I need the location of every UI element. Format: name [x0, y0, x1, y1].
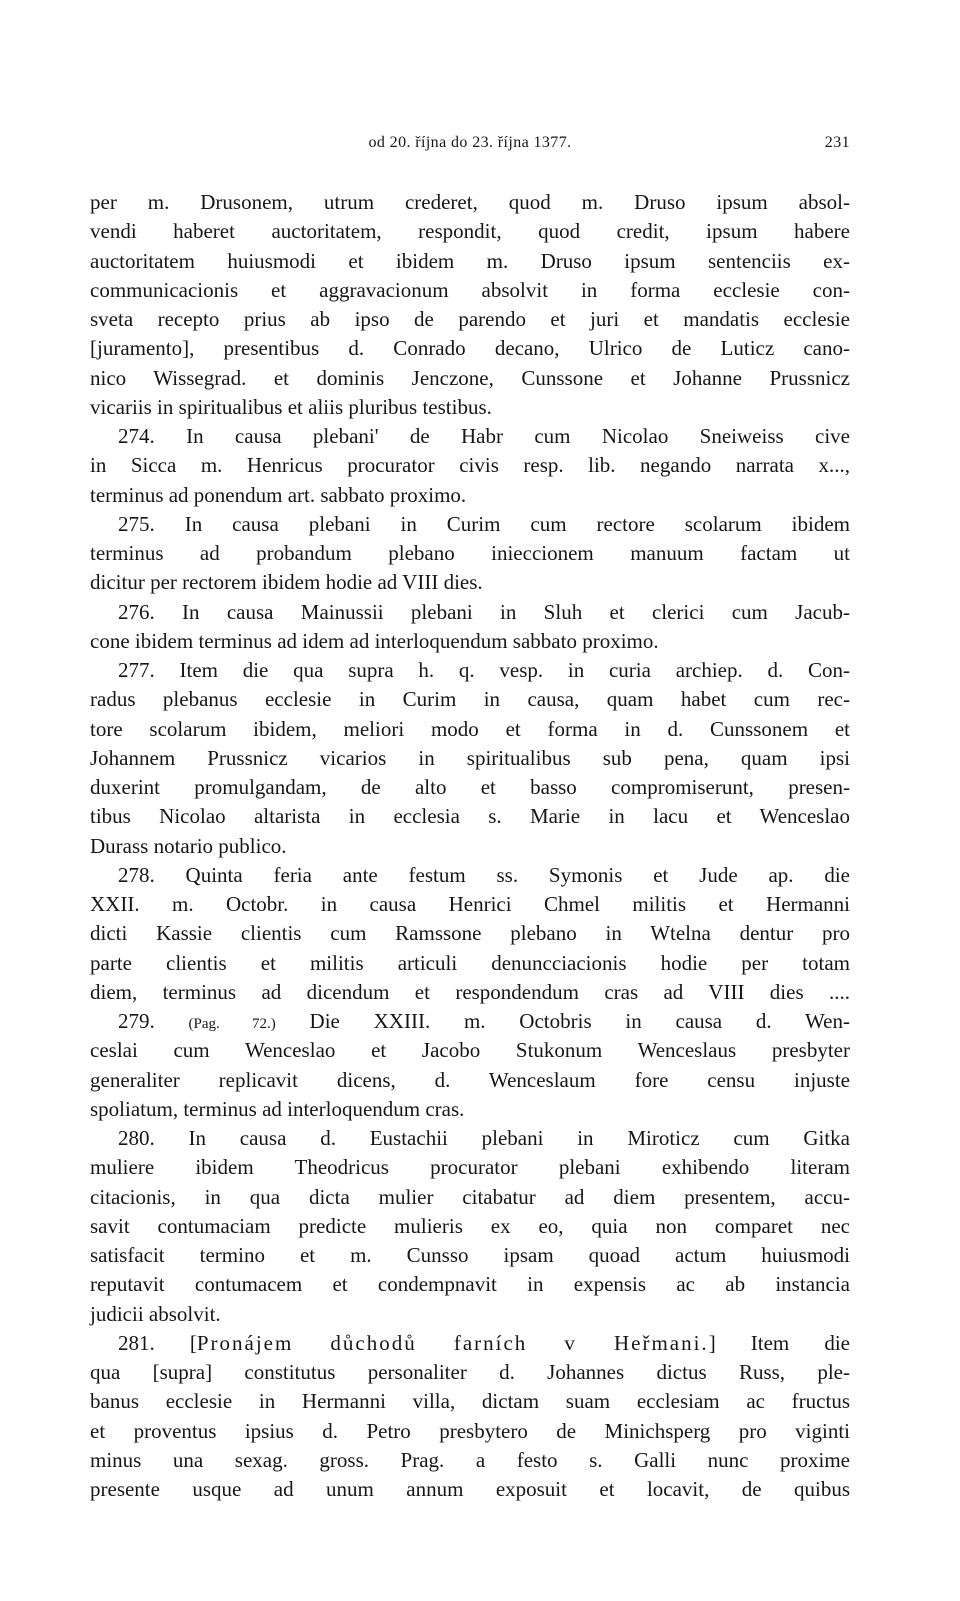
text-line: auctoritatem huiusmodi et ibidem m. Druso ipsum sentenciis ex-: [90, 248, 850, 273]
entry-text: Die XXIII. m. Octobris in causa d. Wen-: [309, 1009, 850, 1033]
entry-number: 279.: [118, 1009, 155, 1033]
text-line: parte clientis et militis articuli denuncciacionis hodie per totam: [90, 950, 850, 975]
text-line: Durass notario publico.: [90, 833, 287, 858]
text-line: [juramento], presentibus d. Conrado decano, Ulrico de Luticz cano-: [90, 336, 850, 361]
text-line: tibus Nicolao altarista in ecclesia s. Marie in lacu et Wenceslao: [90, 804, 850, 829]
text-line: vicariis in spiritualibus et aliis pluribus testibus.: [90, 394, 492, 419]
body-text: [90, 188, 850, 1504]
text-line: Johannem Prussnicz vicarios in spiritualibus sub pena, quam ipsi: [90, 745, 850, 770]
text-line: judicii absolvit.: [90, 1301, 221, 1326]
text-line: cone ibidem terminus ad idem ad interloquendum sabbato proximo.: [90, 628, 659, 653]
text-line: duxerint promulgandam, de alto et basso compromiserunt, presen-: [90, 775, 850, 799]
text-line: terminus ad ponendum art. sabbato proximo.: [90, 482, 467, 507]
text-line: qua [supra] constitutus personaliter d. Johannes dictus Russ, ple-: [90, 1360, 850, 1384]
text-line: savit contumaciam predicte mulieris ex eo, quia non comparet nec: [90, 1213, 850, 1238]
running-title: od 20. října do 23. října 1377.: [368, 134, 572, 151]
text-line: generaliter replicavit dicens, d. Wenceslaum fore censu injuste: [90, 1067, 850, 1092]
entry-278-line: 278. Quinta feria ante festum ss. Symonis et Jude ap. die: [118, 862, 850, 887]
page-number: 231: [824, 134, 850, 151]
entry-276-line: 276. In causa Mainussii plebani in Sluh et clerici cum Jacub-: [118, 599, 850, 624]
text-line: per m. Drusonem, utrum crederet, quod m. Druso ipsum absol-: [90, 190, 850, 214]
text-line: satisfacit termino et m. Cunsso ipsam quoad actum huiusmodi: [90, 1243, 850, 1267]
text-line: citacionis, in qua dicta mulier citabatur ad diem presentem, accu-: [90, 1184, 850, 1209]
text-line: dicitur per rectorem ibidem hodie ad VIII dies.: [90, 570, 483, 595]
entry-274-line: 274. In causa plebani' de Habr cum Nicolao Sneiweiss cive: [118, 424, 850, 448]
text-line: terminus ad probandum plebano inieccionem manuum factam ut: [90, 541, 850, 565]
entry-number: 281. [: [118, 1330, 197, 1355]
entry-281-line: [90, 1329, 850, 1358]
text-line: radus plebanus ecclesie in Curim in causa, quam habet cum rec-: [90, 687, 850, 712]
text-line: tore scolarum ibidem, meliori modo et forma in d. Cunssonem et: [90, 716, 850, 741]
page-reference: (Pag. 72.): [188, 1016, 276, 1032]
text-line: in Sicca m. Henricus procurator civis resp. lib. negando narrata x...,: [90, 453, 850, 478]
entry-277-line: 277. Item die qua supra h. q. vesp. in curia archiep. d. Con-: [118, 658, 850, 682]
text-line: spoliatum, terminus ad interloquendum cras.: [90, 1096, 465, 1121]
text-line: sveta recepto prius ab ipso de parendo et juri et mandatis ecclesie: [90, 307, 850, 331]
text-line: nico Wissegrad. et dominis Jenczone, Cunssone et Johanne Prussnicz: [90, 365, 850, 390]
text-line: ceslai cum Wenceslao et Jacobo Stukonum Wenceslaus presbyter: [90, 1038, 850, 1063]
text-line: et proventus ipsius d. Petro presbytero de Minichsperg pro viginti: [90, 1418, 850, 1443]
text-line: minus una sexag. gross. Prag. a festo s. Galli nunc proxime: [90, 1447, 850, 1472]
entry-275-line: 275. In causa plebani in Curim cum rectore scolarum ibidem: [118, 511, 850, 536]
entry-279-line: [90, 1007, 850, 1036]
text-line: dicti Kassie clientis cum Ramssone plebano in Wtelna dentur pro: [90, 921, 850, 946]
page-header: [90, 134, 850, 160]
text-line: presente usque ad unum annum exposuit et locavit, de quibus: [90, 1477, 850, 1501]
text-line: muliere ibidem Theodricus procurator plebani exhibendo literam: [90, 1155, 850, 1180]
text-line: reputavit contumacem et condempnavit in expensis ac ab instancia: [90, 1272, 850, 1297]
text-line: communicacionis et aggravacionum absolvit in forma ecclesie con-: [90, 277, 850, 302]
entry-280-line: 280. In causa d. Eustachii plebani in Miroticz cum Gitka: [118, 1126, 850, 1150]
text-line: XXII. m. Octobr. in causa Henrici Chmel militis et Hermanni: [90, 892, 850, 916]
text-line: diem, terminus ad dicendum et respondendum cras ad VIII dies ....: [90, 979, 850, 1004]
text-line: vendi haberet auctoritatem, respondit, quod credit, ipsum habere: [90, 219, 850, 244]
editorial-heading: Pronájem důchodů farních v Heřmani.: [196, 1330, 709, 1355]
entry-text: ] Item die: [708, 1330, 850, 1355]
text-line: banus ecclesie in Hermanni villa, dictam suam ecclesiam ac fructus: [90, 1389, 850, 1414]
